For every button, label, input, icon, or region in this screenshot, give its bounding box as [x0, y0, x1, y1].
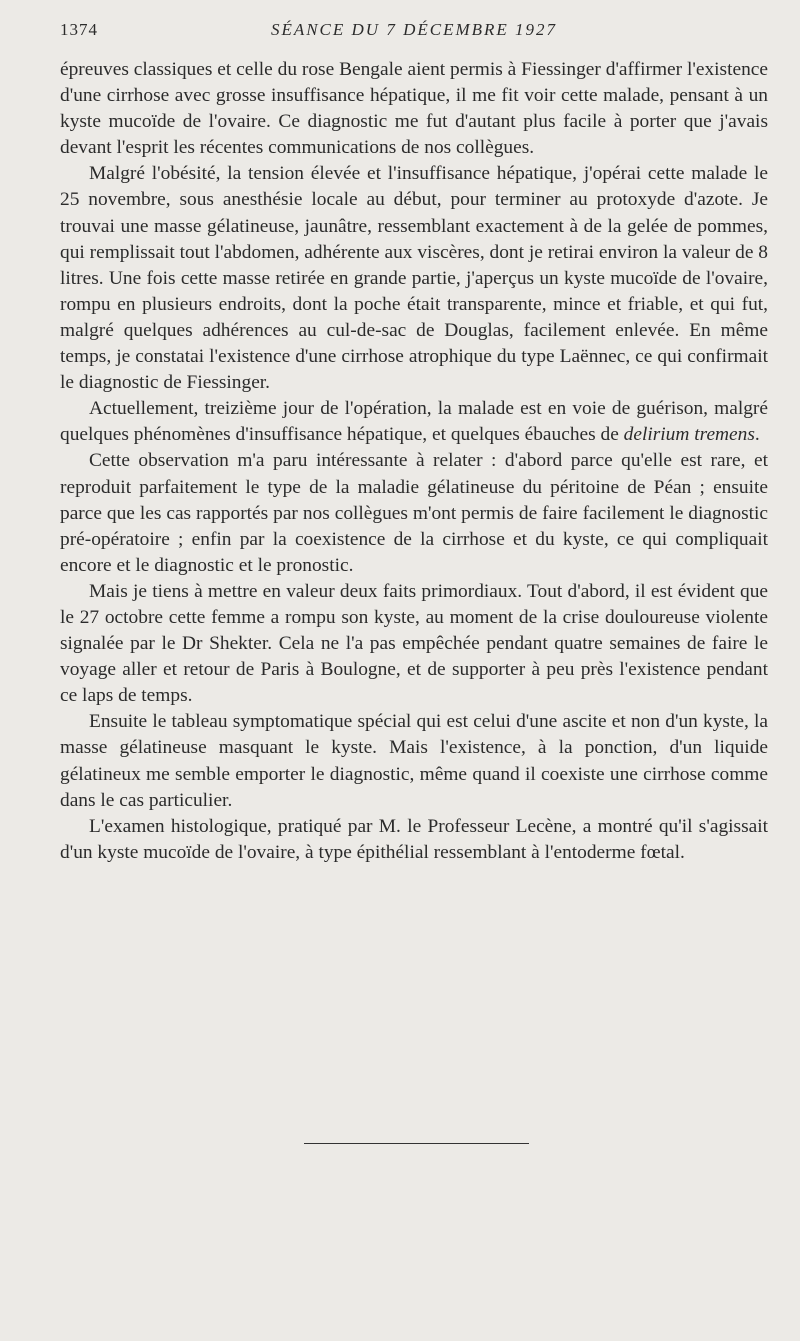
paragraph: [60, 396, 768, 448]
paragraph: Ensuite le tableau symptomatique spécial qui est celui d'une ascite et non d'un kyste, la masse gélatineuse masquant le kyste. Mais l'existence, à la ponction, d'un liquide gélatineux me semble emporter le diagnostic, même quand il coexiste une cirrhose comme dans le cas particulier.: [60, 711, 768, 811]
paragraph: Malgré l'obésité, la tension élevée et l'insuffisance hépatique, j'opérai cette malade le 25 novembre, sous anesthésie locale au début, pour terminer au protoxyde d'azote. Je trouvai une masse gélatineuse, jaunâtre, ressemblant exactement à de la gelée de pommes, qui remplissait tout l'abdomen, adhérente aux viscères, dont je retirai environ la valeur de 8 litres. Une fois cette masse retirée en grande partie, j'aperçus un kyste mucoïde de l'ovaire, rompu en plusieurs endroits, dont la poche était transparente, mince et friable, et qui fut, malgré quelques adhérences au cul-de-sac de Douglas, facilement enlevée. En même temps, je constatai l'existence d'une cirrhose atrophique du type Laënnec, ce qui confirmait le diagnostic de Fiessinger.: [60, 163, 768, 394]
text-run: Actuellement, treizième jour de l'opération, la malade est en voie de guérison, malgré quelques phénomènes d'insuffisance hépatique, et quelques ébauches de: [60, 398, 768, 446]
section-divider: [304, 1143, 529, 1144]
italic-term: delirium tremens: [623, 424, 755, 446]
paragraph: épreuves classiques et celle du rose Bengale aient permis à Fiessinger d'affirmer l'existence d'une cirrhose avec grosse insuffisance hépatique, il me fit voir cette malade, pensant à un kyste mucoïde de l'ovaire. Ce diagnostic me fut d'autant plus facile à porter que j'avais devant l'esprit les récentes communications de nos collègues.: [60, 59, 768, 159]
running-header: [60, 20, 768, 44]
paragraph: L'examen histologique, pratiqué par M. le Professeur Lecène, a montré qu'il s'agissait d'un kyste mucoïde de l'ovaire, à type épithélial ressemblant à l'entoderme fœtal.: [60, 815, 768, 863]
page-number: 1374: [60, 20, 98, 39]
paragraph: Cette observation m'a paru intéressante à relater : d'abord parce qu'elle est rare, et reproduit parfaitement le type de la maladie gélatineuse du péritoine de Péan ; ensuite parce que les cas rapportés par nos collègues m'ont permis de faire facilement le diagnostic pré-opératoire ; enfin par la coexistence de la cirrhose et du kyste, ce qui compliquait encore et le diagnostic et le pronostic.: [60, 450, 768, 576]
paragraph: Mais je tiens à mettre en valeur deux faits primordiaux. Tout d'abord, il est évident que le 27 octobre cette femme a rompu son kyste, au moment de la crise douloureuse violente signalée par le Dr Shekter. Cela ne l'a pas empêchée pendant quatre semaines de faire le voyage aller et retour de Paris à Boulogne, et de supporter à peu près l'existence pendant ce laps de temps.: [60, 580, 768, 707]
body-text: [60, 57, 768, 866]
text-run: .: [754, 424, 760, 446]
session-title: SÉANCE DU 7 DÉCEMBRE 1927: [270, 20, 558, 39]
